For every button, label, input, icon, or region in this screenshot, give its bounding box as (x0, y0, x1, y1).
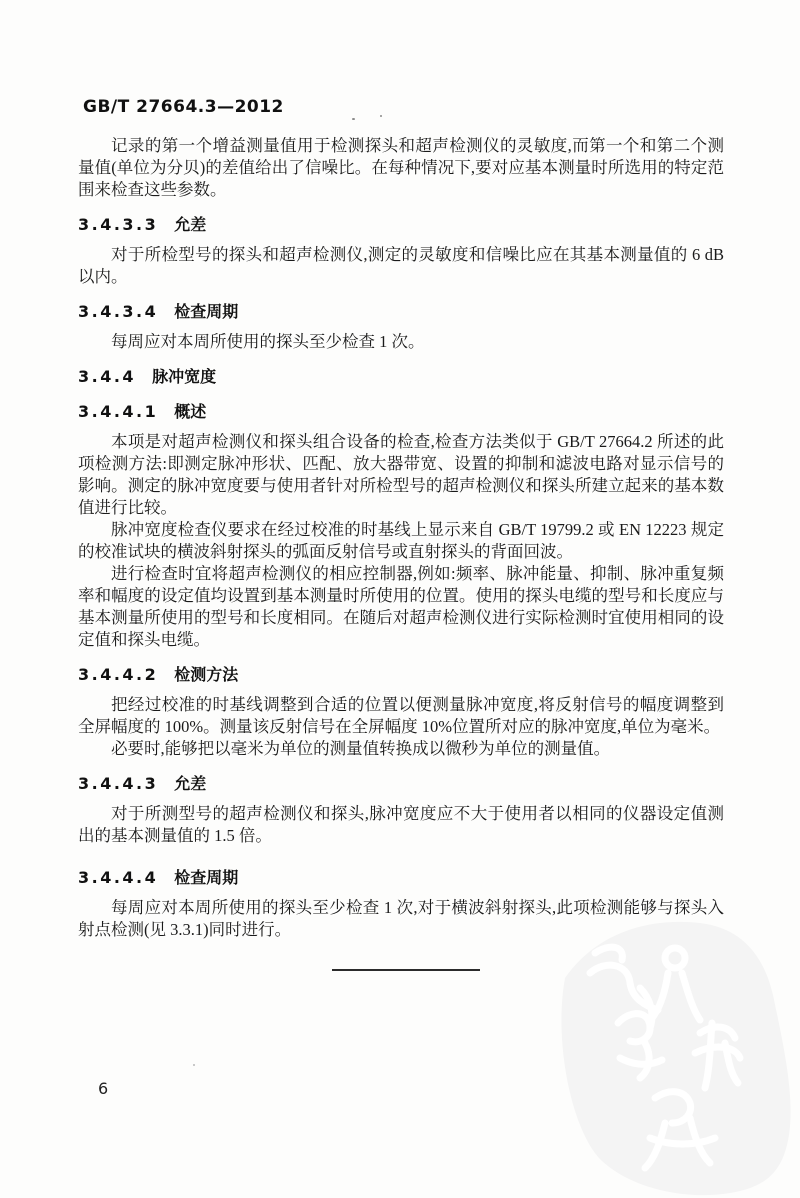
section-heading-3.4.4.1 (78, 401, 724, 423)
section-heading-3.4.4.2 (78, 664, 724, 686)
body-paragraph: 记录的第一个增益测量值用于检测探头和超声检测仪的灵敏度,而第一个和第二个测量值(单位为分贝)的差值给出了信噪比。在每种情况下,要对应基本测量时所选用的特定范围来检查这些参数。 (78, 136, 724, 199)
section-title: 检测方法 (174, 665, 239, 684)
section-number: 3.4.4 (78, 367, 137, 386)
section-title: 检查周期 (174, 868, 239, 887)
section-title: 允差 (174, 215, 207, 234)
section-heading-3.4.4 (78, 366, 724, 388)
scan-speck (380, 115, 382, 117)
body-paragraph: 把经过校准的时基线调整到合适的位置以便测量脉冲宽度,将反射信号的幅度调整到全屏幅度的 100%。测量该反射信号在全屏幅度 10%位置所对应的脉冲宽度,单位为毫米。 (78, 695, 724, 736)
section-title: 脉冲宽度 (152, 367, 217, 386)
section-number: 3.4.4.1 (78, 402, 159, 421)
body-paragraph: 对于所测型号的超声检测仪和探头,脉冲宽度应不大于使用者以相同的仪器设定值测出的基本测量值的 1.5 倍。 (78, 804, 724, 845)
section-title: 概述 (174, 402, 207, 421)
document-body (78, 135, 724, 941)
standard-number-header: GB/T 27664.3—2012 (83, 97, 284, 117)
section-number: 3.4.4.2 (78, 665, 159, 684)
scan-speck (352, 118, 355, 120)
section-end-divider (332, 969, 480, 971)
section-number: 3.4.3.3 (78, 215, 159, 234)
section-title: 检查周期 (174, 302, 239, 321)
section-heading-3.4.3.4 (78, 301, 724, 323)
body-paragraph: 本项是对超声检测仪和探头组合设备的检查,检查方法类似于 GB/T 27664.2 所述的此项检测方法:即测定脉冲形状、匹配、放大器带宽、设置的抑制和滤波电路对显示信号的影响。测定的脉冲宽度要与使用者针对所检型号的超声检测仪和探头所建立起来的基本数值进行比较。 (78, 432, 724, 517)
section-number: 3.4.4.3 (78, 774, 159, 793)
body-paragraph: 脉冲宽度检查仪要求在经过校准的时基线上显示来自 GB/T 19799.2 或 EN 12223 规定的校准试块的横波斜射探头的弧面反射信号或直射探头的背面回波。 (78, 520, 724, 561)
section-number: 3.4.4.4 (78, 868, 159, 887)
section-heading-3.4.4.3 (78, 773, 724, 795)
body-paragraph: 必要时,能够把以毫米为单位的测量值转换成以微秒为单位的测量值。 (111, 739, 611, 758)
body-paragraph: 对于所检型号的探头和超声检测仪,测定的灵敏度和信噪比应在其基本测量值的 6 dB 以内。 (78, 245, 724, 286)
section-number: 3.4.3.4 (78, 302, 159, 321)
page-number: 6 (98, 1079, 109, 1098)
section-title: 允差 (174, 774, 207, 793)
section-heading-3.4.4.4 (78, 867, 724, 889)
seal-watermark (545, 903, 800, 1198)
body-paragraph: 进行检查时宜将超声检测仪的相应控制器,例如:频率、脉冲能量、抑制、脉冲重复频率和幅度的设定值均设置到基本测量时所使用的位置。使用的探头电缆的型号和长度应与基本测量所使用的型号和长度相同。在随后对超声检测仪进行实际检测时宜使用相同的设定值和探头电缆。 (78, 564, 724, 649)
section-heading-3.4.3.3 (78, 214, 724, 236)
body-paragraph: 每周应对本周所使用的探头至少检查 1 次,对于横波斜射探头,此项检测能够与探头入射点检测(见 3.3.1)同时进行。 (78, 898, 724, 939)
scan-speck (193, 1064, 195, 1066)
body-paragraph: 每周应对本周所使用的探头至少检查 1 次。 (111, 332, 425, 351)
